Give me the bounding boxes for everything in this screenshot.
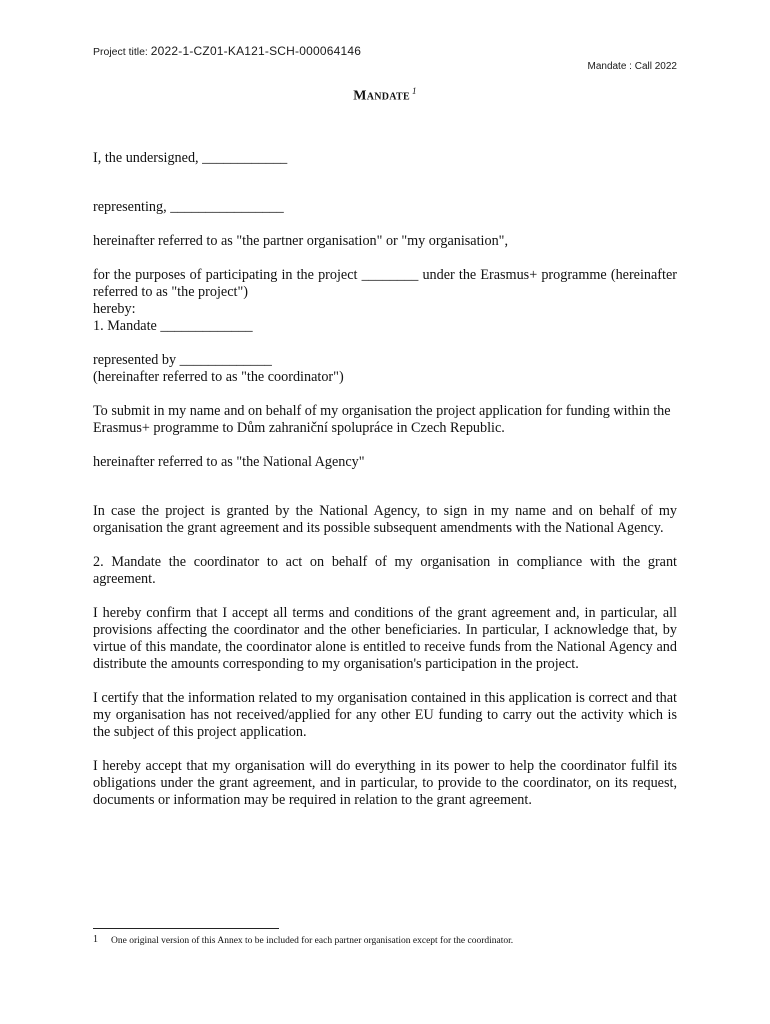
certify-paragraph: I certify that the information related to my organisation contained in this application is correct and that my organisation has not received/applied for any other EU funding to carry out the activity which is the subject of this project application. [93,690,677,740]
footnote-text: One original version of this Annex to be included for each partner organisation except for the coordinator. [111,936,514,946]
confirm-paragraph: I hereby confirm that I accept all terms and conditions of the grant agreement and, in particular, all provisions affecting the coordinator and the other beneficiaries. In particular, I acknowledge that, by virtue of this mandate, the coordinator alone is entitled to receive funds from the National Agency and distribute the amounts corresponding to my organisation's participation in the project. [93,605,677,672]
coordinator-line: (hereinafter referred to as "the coordinator") [93,369,344,385]
project-title-label: Project title: [93,46,151,58]
represented-by-line: represented by _____________ [93,352,272,368]
document-body [93,150,677,809]
project-title-header [93,44,361,58]
footnote-separator [93,928,279,929]
representing-line: representing, ________________ [93,199,284,215]
footnote [93,936,683,947]
purposes-paragraph: for the purposes of participating in the project ________ under the Erasmus+ programme (hereinafter referred to as "the project") [93,267,677,300]
project-code: 2022-1-CZ01-KA121-SCH-000064146 [150,44,362,58]
hereby-line: hereby: [93,301,136,317]
accept-paragraph: I hereby accept that my organisation will do everything in its power to help the coordinator fulfil its obligations under the grant agreement, and in particular, to provide to the coordinator, on its request, documents or information may be required in relation to the grant agreement. [93,758,677,808]
undersigned-line: I, the undersigned, ____________ [93,150,288,166]
mandate-1-line: 1. Mandate _____________ [93,318,253,334]
partner-organisation-line: hereinafter referred to as "the partner organisation" or "my organisation", [93,233,509,249]
national-agency-line: hereinafter referred to as "the National Agency" [93,454,365,470]
submit-paragraph: To submit in my name and on behalf of my organisation the project application for funding within the Erasmus+ programme to Dům zahraniční spolupráce in Czech Republic. [93,403,671,436]
mandate-2-paragraph: 2. Mandate the coordinator to act on behalf of my organisation in compliance with the grant agreement. [93,554,677,587]
footnote-number: 1 [93,934,98,945]
document-title [0,86,770,105]
in-case-paragraph: In case the project is granted by the National Agency, to sign in my name and on behalf of my organisation the grant agreement and its possible subsequent amendments with the National Agency. [93,503,677,536]
title-footnote-ref: 1 [412,86,417,96]
document-title-text: Mandate [353,88,410,104]
mandate-call-header: Mandate : Call 2022 [587,61,677,72]
